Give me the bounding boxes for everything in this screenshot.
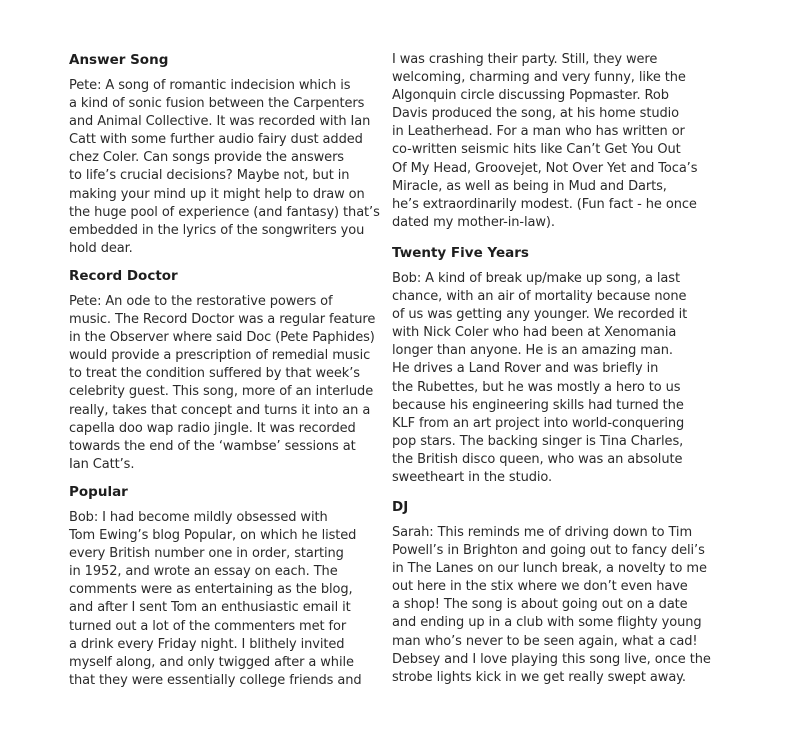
text-line: to treat the condition suffered by that week’s — [69, 366, 360, 382]
text-line: strobe lights kick in we get really swept away. — [392, 669, 686, 685]
text-line: out here in the stix where we don’t even have — [392, 579, 688, 595]
text-line: I was crashing their party. Still, they were — [392, 52, 658, 67]
text-line: chez Coler. Can songs provide the answers — [69, 150, 344, 166]
text-line: and after I sent Tom an enthusiastic email it — [69, 600, 351, 616]
section-body — [392, 524, 722, 687]
text-line: towards the end of the ‘wambse’ sessions at — [69, 438, 356, 454]
text-line: capella doo wap radio jingle. It was recorded — [69, 420, 356, 436]
text-line: man who’s never to be seen again, what a cad! — [392, 633, 698, 649]
text-line: embedded in the lyrics of the songwriters you — [69, 222, 365, 238]
section-heading: Popular — [69, 484, 128, 500]
text-line: celebrity guest. This song, more of an interlude — [69, 384, 374, 400]
section-heading: Answer Song — [69, 52, 169, 68]
section-answer-song — [69, 51, 389, 258]
section-twenty-five-years — [392, 244, 722, 487]
text-line: myself along, and only twigged after a while — [69, 654, 354, 670]
text-line: every British number one in order, starting — [69, 546, 344, 562]
text-line: Catt with some further audio fairy dust added — [69, 132, 363, 148]
text-line: in Leatherhead. For a man who has written or — [392, 124, 685, 140]
text-line: in the Observer where said Doc (Pete Paphides) — [69, 330, 375, 346]
text-line: in 1952, and wrote an essay on each. The — [69, 564, 338, 580]
section-popular — [69, 483, 389, 690]
section-body — [69, 509, 389, 690]
section-body — [69, 293, 389, 474]
section-heading: Record Doctor — [69, 268, 178, 284]
text-line: Of My Head, Groovejet, Not Over Yet and Toca’s — [392, 160, 698, 176]
text-line: chance, with an air of mortality because none — [392, 289, 687, 305]
text-line: really, takes that concept and turns it into an a — [69, 402, 371, 418]
section-record-doctor — [69, 267, 389, 474]
text-line: in The Lanes on our lunch break, a novelty to me — [392, 561, 707, 577]
text-line: Bob: A kind of break up/make up song, a last — [392, 271, 680, 286]
text-line: turned out a lot of the commenters met for — [69, 618, 347, 634]
text-line: the Rubettes, but he was mostly a hero to us — [392, 379, 681, 395]
section-body — [69, 77, 389, 258]
text-line: Bob: I had become mildly obsessed with — [69, 510, 328, 525]
text-line: longer than anyone. He is an amazing man. — [392, 343, 673, 359]
text-line: Pete: A song of romantic indecision which is — [69, 78, 351, 93]
section-heading: Twenty Five Years — [392, 245, 529, 261]
section-popular-continued — [392, 51, 722, 232]
text-line: Pete: An ode to the restorative powers of — [69, 294, 333, 309]
text-line: sweetheart in the studio. — [392, 470, 553, 486]
section-heading: DJ — [392, 499, 409, 515]
text-line: Tom Ewing’s blog Popular, on which he listed — [69, 528, 357, 544]
text-line: comments were as entertaining as the blog, — [69, 582, 353, 598]
text-line: music. The Record Doctor was a regular feature — [69, 312, 376, 328]
text-line: with Nick Coler who had been at Xenomania — [392, 325, 677, 341]
text-line: of us was getting any younger. We recorded it — [392, 307, 688, 323]
text-line: he’s extraordinarily modest. (Fun fact - he once — [392, 196, 697, 212]
text-line: the British disco queen, who was an absolute — [392, 451, 683, 467]
section-dj — [392, 498, 722, 687]
text-line: hold dear. — [69, 240, 133, 256]
text-line: the huge pool of experience (and fantasy) that’s — [69, 204, 380, 220]
text-line: Powell’s in Brighton and going out to fancy deli’s — [392, 543, 705, 559]
text-line: Ian Catt’s. — [69, 456, 135, 472]
text-line: Algonquin circle discussing Popmaster. Rob — [392, 88, 669, 104]
text-line: that they were essentially college friends and — [69, 672, 362, 688]
text-line: would provide a prescription of remedial music — [69, 348, 371, 364]
text-line: because his engineering skills had turned the — [392, 397, 684, 413]
text-line: a shop! The song is about going out on a date — [392, 597, 688, 613]
text-line: dated my mother-in-law). — [392, 214, 555, 230]
text-line: welcoming, charming and very funny, like the — [392, 70, 686, 86]
text-line: and Animal Collective. It was recorded with Ian — [69, 114, 371, 130]
text-line: making your mind up it might help to draw on — [69, 186, 365, 202]
text-line: He drives a Land Rover and was briefly in — [392, 361, 659, 377]
section-body — [392, 51, 722, 232]
text-line: and ending up in a club with some flighty young — [392, 615, 702, 631]
text-line: co-written seismic hits like Can’t Get You Out — [392, 142, 681, 158]
section-body — [392, 270, 722, 487]
text-line: a drink every Friday night. I blithely invited — [69, 636, 345, 652]
text-line: a kind of sonic fusion between the Carpenters — [69, 96, 365, 112]
text-line: Miracle, as well as being in Mud and Darts, — [392, 178, 667, 194]
text-line: Debsey and I love playing this song live, once the — [392, 651, 711, 667]
text-line: Davis produced the song, at his home studio — [392, 106, 679, 122]
text-line: to life’s crucial decisions? Maybe not, but in — [69, 168, 350, 184]
text-line: KLF from an art project into world-conquering — [392, 415, 685, 431]
text-line: pop stars. The backing singer is Tina Charles, — [392, 433, 684, 449]
text-line: Sarah: This reminds me of driving down to Tim — [392, 525, 693, 540]
